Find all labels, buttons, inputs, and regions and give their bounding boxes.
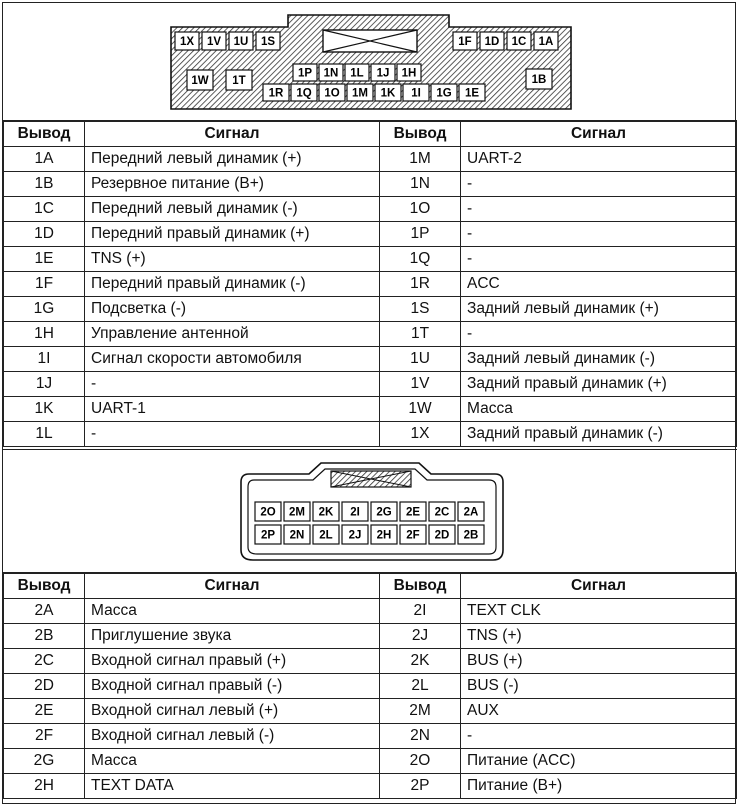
- table-row: [4, 322, 737, 347]
- pin-label: 2E: [405, 506, 421, 519]
- pin-label: 1T: [232, 75, 246, 88]
- pin-label: 1H: [401, 67, 417, 80]
- table-row: [4, 649, 737, 674]
- pin-label: 2F: [406, 529, 420, 542]
- pin-cell: 2J: [380, 624, 461, 649]
- signal-cell: Подсветка (-): [85, 297, 380, 322]
- pin-cell: 1X: [380, 422, 461, 447]
- signal-cell: Входной сигнал левый (-): [85, 724, 380, 749]
- pin-cell: 1E: [4, 247, 85, 272]
- table-row: [4, 197, 737, 222]
- connector-2-diagram: [3, 449, 737, 573]
- pin-label: 1M: [352, 87, 368, 100]
- signal-cell: Сигнал скорости автомобиля: [85, 347, 380, 372]
- column-header: Вывод: [380, 574, 461, 599]
- pin-label: 2K: [318, 506, 334, 519]
- signal-cell: Резервное питание (B+): [85, 172, 380, 197]
- table-row: [4, 297, 737, 322]
- signal-cell: -: [85, 372, 380, 397]
- signal-cell: -: [461, 322, 737, 347]
- signal-cell: Передний правый динамик (+): [85, 222, 380, 247]
- pin-cell: 1J: [4, 372, 85, 397]
- signal-cell: Передний левый динамик (-): [85, 197, 380, 222]
- pin-label: 1F: [458, 36, 472, 49]
- signal-cell: UART-2: [461, 147, 737, 172]
- pin-label: 1K: [380, 87, 396, 100]
- signal-cell: -: [461, 247, 737, 272]
- signal-cell: Задний правый динамик (+): [461, 372, 737, 397]
- pin-label: 1L: [350, 67, 364, 80]
- signal-cell: Входной сигнал левый (+): [85, 699, 380, 724]
- pin-label: 1O: [324, 87, 340, 100]
- pin-label: 1V: [206, 36, 222, 49]
- table-header-row: [4, 122, 737, 147]
- pin-cell: 1D: [4, 222, 85, 247]
- pin-label: 2N: [289, 529, 305, 542]
- pin-cell: 1W: [380, 397, 461, 422]
- pin-cell: 1H: [4, 322, 85, 347]
- pin-cell: 2G: [4, 749, 85, 774]
- pin-cell: 2O: [380, 749, 461, 774]
- signal-cell: Питание (B+): [461, 774, 737, 799]
- pin-cell: 2L: [380, 674, 461, 699]
- pin-label: 1N: [323, 67, 339, 80]
- column-header: Вывод: [4, 122, 85, 147]
- pin-label: 1P: [297, 67, 313, 80]
- pin-label: 1B: [531, 74, 547, 87]
- signal-cell: TEXT DATA: [85, 774, 380, 799]
- pin-label: 2H: [376, 529, 392, 542]
- table-row: [4, 172, 737, 197]
- pin-label: 2A: [463, 506, 479, 519]
- pin-label: 2D: [434, 529, 450, 542]
- pin-cell: 1N: [380, 172, 461, 197]
- table-row: [4, 699, 737, 724]
- pin-cell: 1F: [4, 272, 85, 297]
- pin-cell: 2M: [380, 699, 461, 724]
- table-row: [4, 247, 737, 272]
- pin-cell: 1M: [380, 147, 461, 172]
- pin-label: 1X: [179, 36, 195, 49]
- pin-label: 2P: [260, 529, 276, 542]
- pin-label: 2L: [319, 529, 333, 542]
- pin-cell: 1S: [380, 297, 461, 322]
- pin-label: 2G: [376, 506, 392, 519]
- pin-cell: 1O: [380, 197, 461, 222]
- signal-cell: Масса: [85, 749, 380, 774]
- pinout-table-1: [3, 121, 737, 447]
- pin-label: 1J: [376, 67, 390, 80]
- signal-cell: AUX: [461, 699, 737, 724]
- pin-label: 1E: [464, 87, 480, 100]
- table-row: [4, 774, 737, 799]
- pin-cell: 1A: [4, 147, 85, 172]
- signal-cell: ACC: [461, 272, 737, 297]
- pinout-table-2: [3, 573, 737, 799]
- pin-label: 1I: [411, 87, 421, 100]
- pin-cell: 2F: [4, 724, 85, 749]
- connector-2-drawing: [3, 450, 735, 571]
- table-row: [4, 724, 737, 749]
- pin-cell: 1I: [4, 347, 85, 372]
- signal-cell: BUS (+): [461, 649, 737, 674]
- signal-cell: Масса: [85, 599, 380, 624]
- pin-label: 1Q: [296, 87, 312, 100]
- table-row: [4, 372, 737, 397]
- table-row: [4, 222, 737, 247]
- pin-label: 1S: [260, 36, 276, 49]
- pinout-frame: [2, 2, 736, 804]
- signal-cell: -: [461, 724, 737, 749]
- signal-cell: Питание (ACC): [461, 749, 737, 774]
- signal-cell: Масса: [461, 397, 737, 422]
- table-row: [4, 422, 737, 447]
- pin-cell: 2H: [4, 774, 85, 799]
- table-row: [4, 749, 737, 774]
- pin-label: 2O: [260, 506, 276, 519]
- table-row: [4, 272, 737, 297]
- signal-cell: Задний правый динамик (-): [461, 422, 737, 447]
- pin-cell: 2K: [380, 649, 461, 674]
- pin-cell: 2E: [4, 699, 85, 724]
- column-header: Сигнал: [85, 122, 380, 147]
- pin-cell: 1B: [4, 172, 85, 197]
- pin-label: 1R: [268, 87, 284, 100]
- signal-cell: -: [461, 222, 737, 247]
- pin-cell: 1T: [380, 322, 461, 347]
- table-row: [4, 624, 737, 649]
- signal-cell: -: [85, 422, 380, 447]
- pin-cell: 2B: [4, 624, 85, 649]
- table-row: [4, 599, 737, 624]
- pin-cell: 2I: [380, 599, 461, 624]
- pin-cell: 1U: [380, 347, 461, 372]
- signal-cell: Приглушение звука: [85, 624, 380, 649]
- table-row: [4, 147, 737, 172]
- pin-cell: 1R: [380, 272, 461, 297]
- pin-label: 2C: [434, 506, 450, 519]
- signal-cell: Входной сигнал правый (+): [85, 649, 380, 674]
- table-header-row: [4, 574, 737, 599]
- pin-label: 1A: [538, 36, 554, 49]
- signal-cell: TEXT CLK: [461, 599, 737, 624]
- signal-cell: Задний левый динамик (+): [461, 297, 737, 322]
- pin-cell: 2C: [4, 649, 85, 674]
- connector-1-drawing: [3, 3, 735, 119]
- pin-label: 2J: [348, 529, 362, 542]
- pin-label: 2B: [463, 529, 479, 542]
- pin-label: 1W: [191, 75, 209, 88]
- signal-cell: Входной сигнал правый (-): [85, 674, 380, 699]
- pin-cell: 1C: [4, 197, 85, 222]
- pin-cell: 1K: [4, 397, 85, 422]
- pin-cell: 2A: [4, 599, 85, 624]
- column-header: Вывод: [380, 122, 461, 147]
- signal-cell: TNS (+): [85, 247, 380, 272]
- signal-cell: Передний правый динамик (-): [85, 272, 380, 297]
- pin-label: 2M: [289, 506, 305, 519]
- signal-cell: -: [461, 172, 737, 197]
- table-row: [4, 397, 737, 422]
- signal-cell: Задний левый динамик (-): [461, 347, 737, 372]
- pin-label: 1C: [511, 36, 527, 49]
- pin-label: 1G: [436, 87, 452, 100]
- pin-cell: 1V: [380, 372, 461, 397]
- signal-cell: BUS (-): [461, 674, 737, 699]
- pin-label: 2I: [350, 506, 360, 519]
- signal-cell: TNS (+): [461, 624, 737, 649]
- pin-cell: 1G: [4, 297, 85, 322]
- signal-cell: -: [461, 197, 737, 222]
- column-header: Сигнал: [461, 574, 737, 599]
- pin-cell: 2D: [4, 674, 85, 699]
- column-header: Вывод: [4, 574, 85, 599]
- table-row: [4, 674, 737, 699]
- pin-cell: 1Q: [380, 247, 461, 272]
- signal-cell: UART-1: [85, 397, 380, 422]
- signal-cell: Управление антенной: [85, 322, 380, 347]
- pin-label: 1U: [233, 36, 249, 49]
- column-header: Сигнал: [85, 574, 380, 599]
- pin-cell: 2P: [380, 774, 461, 799]
- connector-1-diagram: [3, 3, 737, 121]
- signal-cell: Передний левый динамик (+): [85, 147, 380, 172]
- pin-cell: 2N: [380, 724, 461, 749]
- table-row: [4, 347, 737, 372]
- pin-cell: 1P: [380, 222, 461, 247]
- column-header: Сигнал: [461, 122, 737, 147]
- pin-label: 1D: [484, 36, 500, 49]
- pin-cell: 1L: [4, 422, 85, 447]
